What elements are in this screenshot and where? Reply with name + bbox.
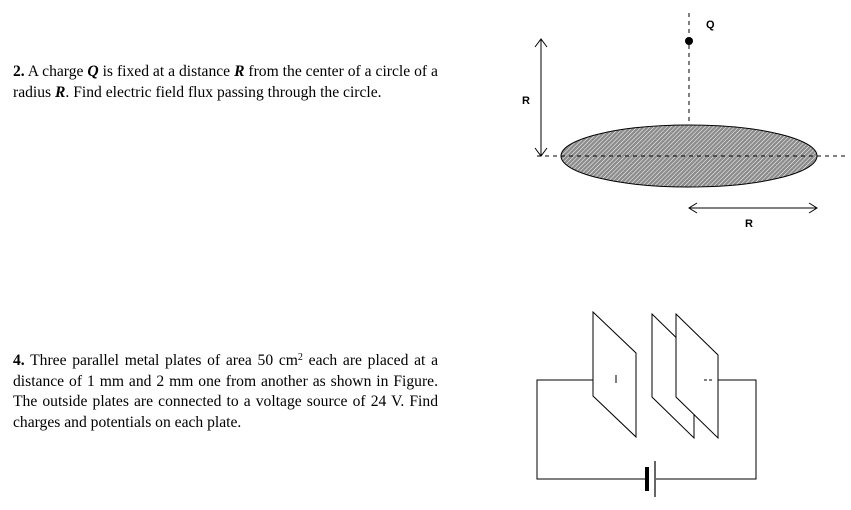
charge-label: Q: [706, 19, 715, 31]
height-label: R: [522, 95, 530, 107]
problem-4-text-part: Three parallel metal plates of area 50 cm: [24, 352, 298, 369]
var-r: R: [234, 63, 245, 80]
problem-2-text-part: is fixed at a distance: [98, 63, 235, 80]
problem-4-text-part: each are placed at a distance of 1 mm and 2 mm one from another as shown in Figure. The outside plates are connected to a voltage source of 24 V. Find charges and potentials on each plate.: [13, 352, 438, 431]
circuit-wire: [537, 380, 756, 479]
problem-2-text-part: from the center of a circle of a radius: [13, 63, 438, 101]
var-q: Q: [87, 63, 99, 80]
plate-left: [593, 312, 636, 437]
problem-2-number: 2.: [13, 63, 25, 80]
var-r: R: [55, 83, 66, 101]
problem-2-text-part: . Find electric field flux passing through the circle.: [65, 83, 382, 101]
battery: [647, 461, 655, 497]
radius-label: R: [745, 218, 753, 230]
superscript-2: 2: [297, 352, 303, 363]
problem-2-text-part: A charge: [24, 63, 88, 80]
problem-4-number: 4.: [13, 352, 25, 369]
